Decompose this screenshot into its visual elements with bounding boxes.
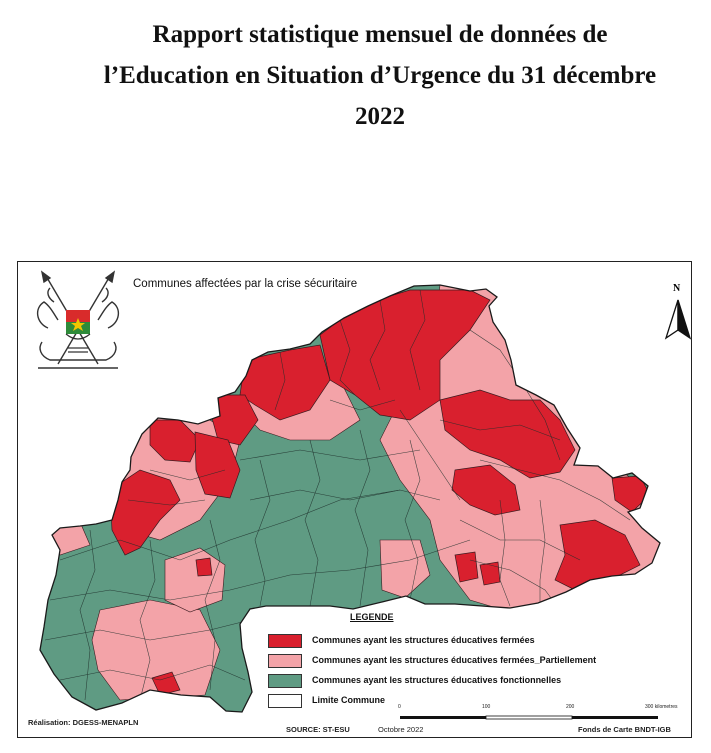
north-label: N bbox=[673, 283, 681, 294]
footer-fonds: Fonds de Carte BNDT-IGB bbox=[578, 725, 671, 734]
footer-source: SOURCE: ST-ESU bbox=[286, 725, 350, 734]
legend-swatch-functional bbox=[268, 674, 302, 688]
footer-realisation: Réalisation: DGESS-MENAPLN bbox=[28, 718, 139, 727]
legend-label: Communes ayant les structures éducatives fonctionnelles bbox=[312, 675, 562, 685]
legend-label: Limite Commune bbox=[312, 695, 386, 705]
legend-swatch-partial bbox=[268, 654, 302, 668]
document-title-line: l’Education en Situation d’Urgence du 31 décembre bbox=[103, 62, 657, 89]
scale-label: 200 bbox=[566, 704, 575, 710]
legend-label: Communes ayant les structures éducatives fermées_Partiellement bbox=[312, 655, 597, 665]
scale-label: 100 bbox=[482, 704, 491, 710]
legend-item-functional bbox=[268, 674, 648, 689]
legend-item-closed bbox=[268, 634, 648, 649]
legend-item-partial bbox=[268, 654, 648, 669]
footer-date: Octobre 2022 bbox=[378, 725, 424, 734]
map-title: Communes affectées par la crise sécuritaire bbox=[133, 278, 358, 290]
document-title-line: 2022 bbox=[355, 103, 405, 130]
legend-title: LEGENDE bbox=[350, 612, 394, 622]
scale-label: 0 bbox=[398, 704, 401, 710]
map-legend bbox=[268, 612, 648, 712]
legend-swatch-closed bbox=[268, 634, 302, 648]
document-title-line: Rapport statistique mensuel de données de bbox=[152, 21, 608, 48]
scale-label: 300 kilometres bbox=[645, 704, 678, 710]
legend-swatch-boundary bbox=[268, 694, 302, 708]
legend-label: Communes ayant les structures éducatives fermées bbox=[312, 635, 535, 645]
